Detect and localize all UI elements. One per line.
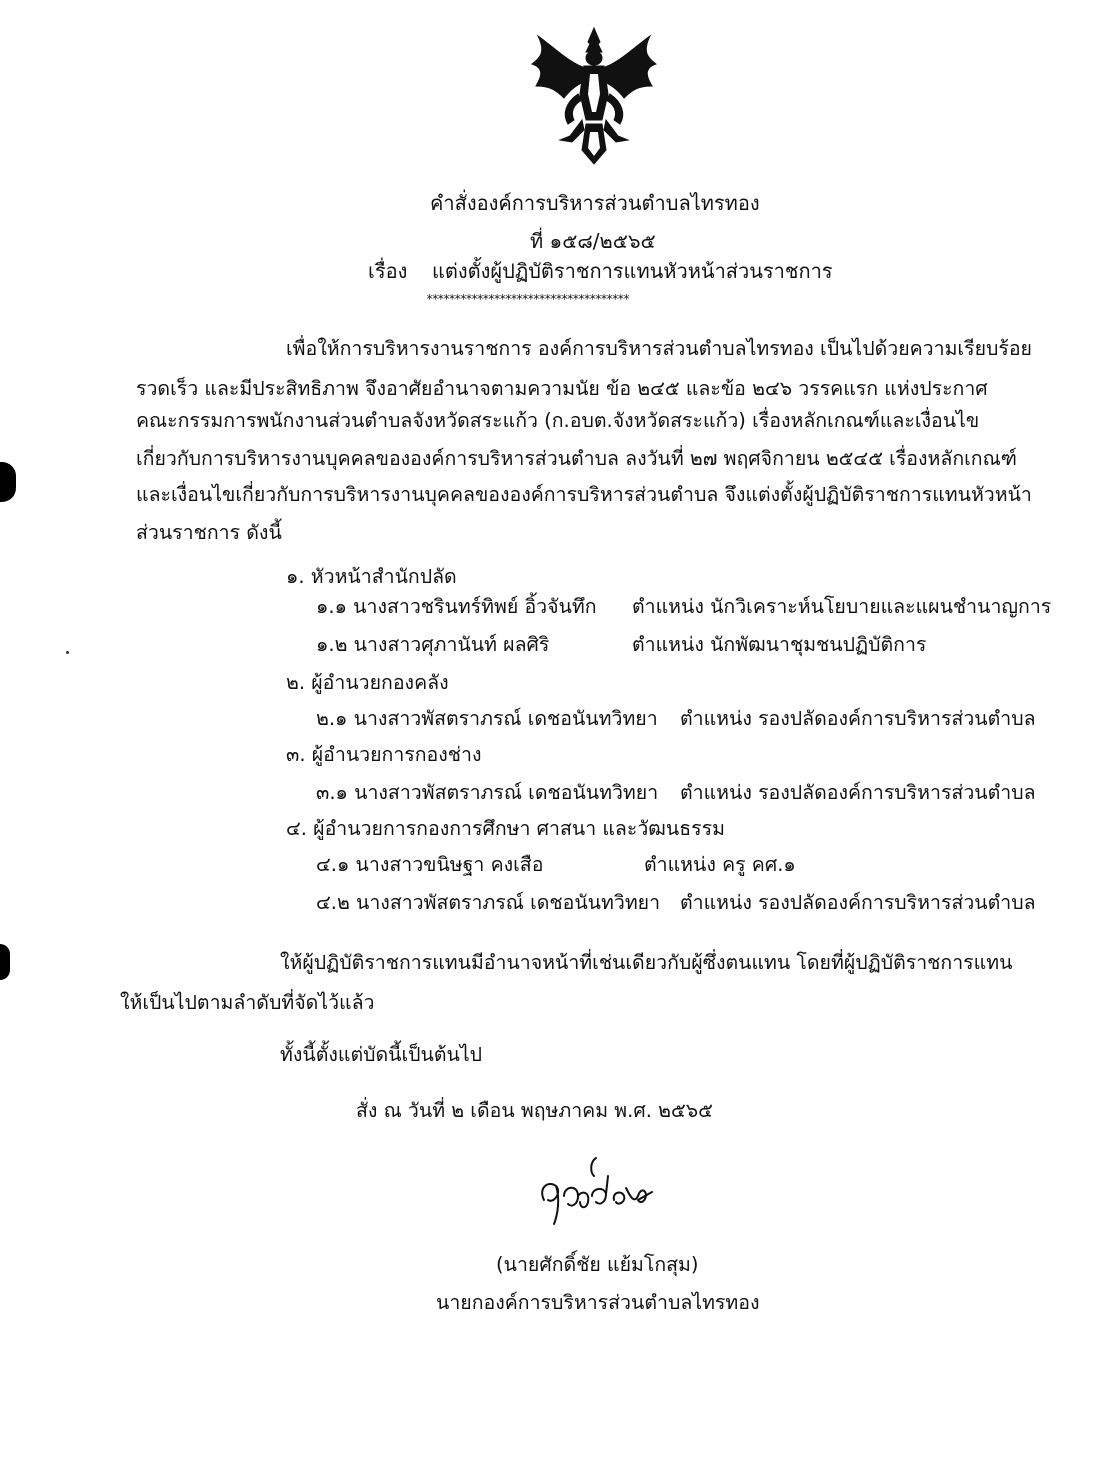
punch-hole-mark (0, 462, 16, 502)
header-separator: ************************************ (426, 292, 629, 306)
subject-text: แต่งตั้งผู้ปฏิบัติราชการแทนหัวหน้าส่วนราชการ (432, 259, 833, 283)
item-position: ตำแหน่ง รองปลัดองค์การบริหารส่วนตำบล (680, 891, 1036, 914)
effective-statement: ทั้งนี้ตั้งแต่บัดนี้เป็นต้นไป (280, 1043, 483, 1066)
section-title: ๑. หัวหน้าสำนักปลัด (286, 565, 457, 588)
list-item (316, 890, 660, 916)
item-name: นางสาวชรินทร์ทิพย์ อิ้วจันทึก (353, 595, 597, 618)
section-title: ๒. ผู้อำนวยกองคลัง (286, 671, 449, 694)
intro-line: และเงื่อนไขเกี่ยวกับการบริหารงานบุคคลขององค์การบริหารส่วนตำบล จึงแต่งตั้งผู้ปฏิบัติราชการแทนหัวหน้า (136, 483, 1032, 506)
closing-line: ให้ผู้ปฏิบัติราชการแทนมีอำนาจหน้าที่เช่นเดียวกับผู้ซึ่งตนแทน โดยที่ผู้ปฏิบัติราชการแทน (280, 951, 1013, 974)
speck (66, 651, 69, 654)
item-position: ตำแหน่ง รองปลัดองค์การบริหารส่วนตำบล (680, 781, 1036, 804)
garuda-emblem-icon (520, 24, 668, 166)
item-name: นางสาวพัสตราภรณ์ เดชอนันทวิทยา (356, 891, 661, 914)
item-number: ๑.๑ (316, 595, 347, 618)
item-position: ตำแหน่ง นักวิเคราะห์นโยบายและแผนชำนาญการ (632, 595, 1052, 618)
punch-hole-mark (0, 944, 10, 980)
order-number: ที่ ๑๕๘/๒๕๖๕ (530, 229, 656, 253)
closing-line: ให้เป็นไปตามลำดับที่จัดไว้แล้ว (120, 991, 375, 1014)
intro-line: รวดเร็ว และมีประสิทธิภาพ จึงอาศัยอำนาจตามความนัย ข้อ ๒๔๕ และข้อ ๒๔๖ วรรคแรก แห่งประกาศ (136, 377, 988, 400)
item-number: ๓.๑ (316, 781, 348, 804)
order-title: คำสั่งองค์การบริหารส่วนตำบลไทรทอง (430, 191, 760, 215)
item-position: ตำแหน่ง รองปลัดองค์การบริหารส่วนตำบล (680, 707, 1036, 730)
subject-label: เรื่อง (368, 259, 408, 283)
signatory-title: นายกองค์การบริหารส่วนตำบลไทรทอง (436, 1291, 760, 1314)
list-item (316, 632, 549, 658)
list-item (316, 852, 543, 878)
order-date: สั่ง ณ วันที่ ๒ เดือน พฤษภาคม พ.ศ. ๒๕๖๕ (356, 1099, 713, 1122)
intro-line: เพื่อให้การบริหารงานราชการ องค์การบริหารส่วนตำบลไทรทอง เป็นไปด้วยความเรียบร้อย (286, 337, 1032, 360)
signatory-name: (นายศักดิ์ชัย แย้มโกสุม) (496, 1253, 699, 1276)
item-number: ๑.๒ (316, 633, 348, 656)
item-position: ตำแหน่ง นักพัฒนาชุมชนปฏิบัติการ (632, 633, 927, 656)
list-item (316, 594, 597, 620)
handwritten-signature (534, 1152, 662, 1232)
item-number: ๔.๒ (316, 891, 350, 914)
section-title: ๓. ผู้อำนวยการกองช่าง (286, 743, 482, 766)
item-position: ตำแหน่ง ครู คศ.๑ (644, 853, 796, 876)
item-number: ๔.๑ (316, 853, 350, 876)
list-item (316, 780, 658, 806)
item-name: นางสาวศุภานันท์ ผลศิริ (353, 633, 550, 656)
intro-line: คณะกรรมการพนักงานส่วนตำบลจังหวัดสระแก้ว (ก.อบต.จังหวัดสระแก้ว) เรื่องหลักเกณฑ์และเงื่อนไข (136, 409, 980, 432)
section-title: ๔. ผู้อำนวยการกองการศึกษา ศาสนา และวัฒนธรรม (286, 817, 725, 840)
item-name: นางสาวขนิษฐา คงเสือ (355, 853, 544, 876)
item-number: ๒.๑ (316, 707, 348, 730)
item-name: นางสาวพัสตราภรณ์ เดชอนันทวิทยา (354, 781, 659, 804)
intro-line: เกี่ยวกับการบริหารงานบุคคลขององค์การบริหารส่วนตำบล ลงวันที่ ๒๗ พฤศจิกายน ๒๕๔๕ เรื่องหลักเกณฑ์ (136, 447, 1017, 470)
intro-line: ส่วนราชการ ดังนี้ (136, 521, 282, 544)
item-name: นางสาวพัสตราภรณ์ เดชอนันทวิทยา (353, 707, 658, 730)
list-item (316, 706, 658, 732)
